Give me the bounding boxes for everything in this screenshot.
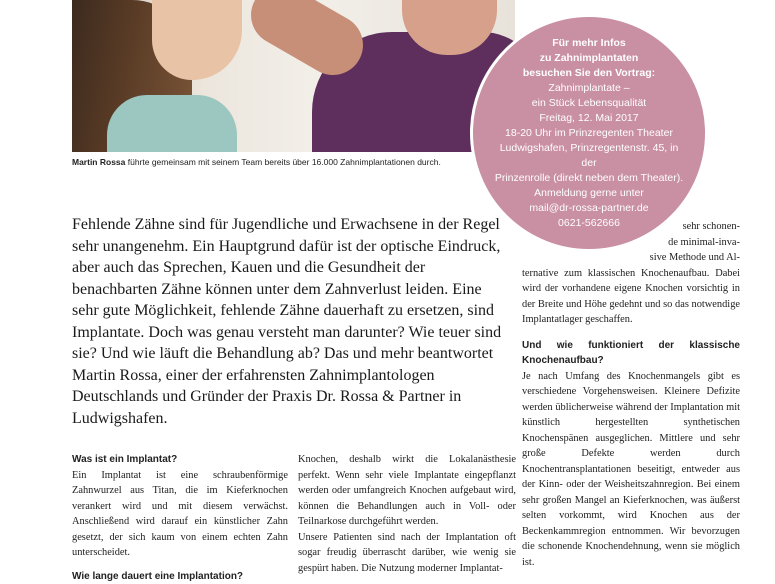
info-phone: 0621-562666 [491, 216, 687, 231]
body-paragraph: Ein Implantat ist eine schraubenförmige Zahnwurzel aus Titan, die im Kieferknochen verankert wird und mit diesem verwächst. Anschließend wird darauf ein künstlicher Zahn gesetzt, der sich kaum von einem echten Zahn unterscheidet. [72, 468, 288, 561]
info-line: Freitag, 12. Mai 2017 [491, 111, 687, 126]
info-line: 18-20 Uhr im Prinzregenten Theater [491, 126, 687, 141]
info-line: Zahnimplantate – [491, 81, 687, 96]
body-line: de minimal-inva- [522, 235, 740, 251]
body-paragraph: Je nach Umfang des Knochenmangels gibt es verschiedene Vorgehensweisen. Kleinere Defizite werden üblicherweise während der Implantation mit künstlich hergestellten synthetischen Knochenspänen ausgeglichen. Mittlere und sehr große Defekte werden durch Knochentransplantationen beseitigt, entweder aus der Kinn- oder der Weisheitszahnregion. Bei einem sehr großen Mangel an Kieferknochen, was äußerst selten vorkommt, wird Knochen aus der Beckenkammregion entnommen. Wir bevorzugen die schonende Knochendehnung, wenn sie möglich ist. [522, 369, 740, 571]
column-3 [522, 219, 740, 570]
info-head: besuchen Sie den Vortrag: [491, 66, 687, 81]
section-heading: Wie lange dauert eine Implantation? [72, 569, 288, 584]
info-email[interactable]: mail@dr-rossa-partner.de [491, 201, 687, 216]
photo-caption [72, 157, 522, 167]
column-1 [72, 452, 288, 584]
intro-paragraph: Fehlende Zähne sind für Jugendliche und Erwachsene in der Regel sehr unangenehm. Ein Hauptgrund dafür ist der optische Eindruck, aber auch das Sprechen, Kauen und die Gesundheit der benachbarten Zähne können unter dem Zahnverlust leiden. Eine sehr gute Möglichkeit, fehlende Zähne dauerhaft zu ersetzen, sind Implantate. Doch was genau versteht man darunter? Wie teuer sind sie? Und wie läuft die Behandlung ab? Das und mehr beantwortet Martin Rossa, einer der erfahrensten Zahnimplantologen Deutschlands und Gründer der Praxis Dr. Rossa & Partner in Ludwigshafen. [72, 214, 512, 429]
body-paragraph: ternative zum klassischen Knochenaufbau. Dabei wird der vorhandene eigene Knochen vorsichtig in der Breite und Höhe gedehnt und so das notwendige Implantatlager geschaffen. [522, 266, 740, 328]
column-2 [298, 452, 516, 576]
info-line: Prinzenrolle (direkt neben dem Theater). [491, 171, 687, 186]
body-paragraph: Knochen, deshalb wirkt die Lokalanästhesie perfekt. Wenn sehr viele Implantate eingepflanzt werden oder umfangreich Knochen aufgebaut wird, können die Behandlungen auch in Voll- oder Teilnarkose durchgeführt werden. [298, 452, 516, 530]
info-line: Anmeldung gerne unter [491, 186, 687, 201]
body-line: sehr schonen- [522, 219, 740, 235]
info-head: zu Zahnimplantaten [491, 51, 687, 66]
info-line: ein Stück Lebensqualität [491, 96, 687, 111]
info-line: Ludwigshafen, Prinzregentenstr. 45, in der [491, 141, 687, 171]
info-head: Für mehr Infos [491, 36, 687, 51]
body-paragraph: Unsere Patienten sind nach der Implantation oft sogar freudig überrascht darüber, wie wenig sie gespürt haben. Die Nutzung moderner Implantat- [298, 530, 516, 577]
caption-text: führte gemeinsam mit seinem Team bereits über 16.000 Zahnimplantationen durch. [125, 157, 440, 167]
body-line: sive Methode und Al- [522, 250, 740, 266]
section-heading: Und wie funktioniert der klassische Knochenaufbau? [522, 338, 740, 369]
caption-name: Martin Rossa [72, 157, 125, 167]
article-photo [72, 0, 515, 152]
section-heading: Was ist ein Implantat? [72, 452, 288, 468]
